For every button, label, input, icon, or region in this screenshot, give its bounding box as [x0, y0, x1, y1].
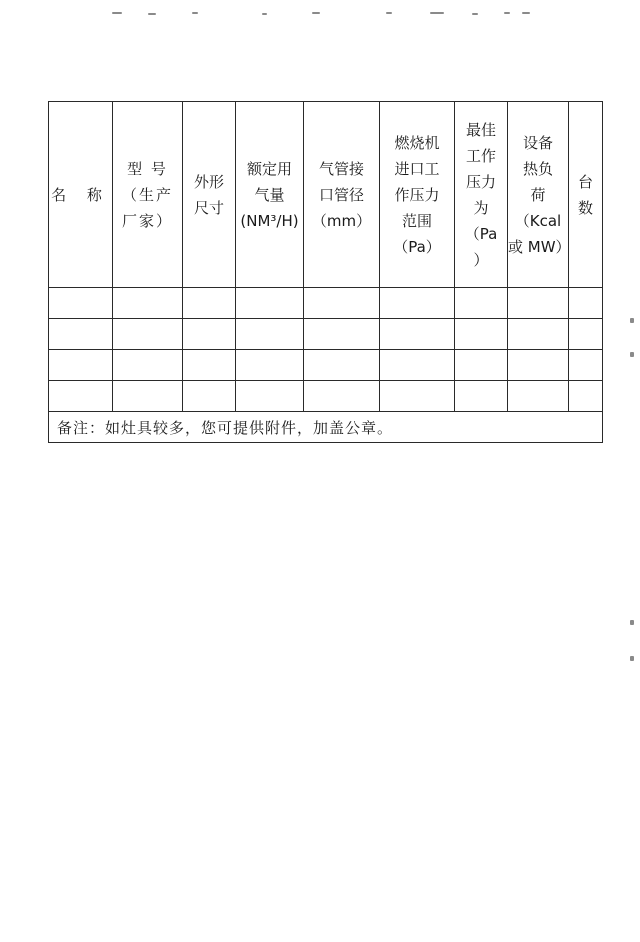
header-cell-model — [113, 102, 183, 288]
scan-artifact — [630, 620, 634, 625]
table-cell-best_pressure[interactable] — [455, 288, 508, 319]
scan-artifact — [312, 12, 320, 14]
header-cell-heat-load — [508, 102, 569, 288]
header-cell-size — [183, 102, 236, 288]
header-cell-pipe-diameter — [304, 102, 380, 288]
remark-text: 备注：如灶具较多，您可提供附件，加盖公章。 — [49, 412, 603, 443]
scan-artifact — [472, 13, 478, 15]
table-cell-count[interactable] — [569, 350, 603, 381]
table-cell-name[interactable] — [49, 288, 113, 319]
table-cell-count[interactable] — [569, 319, 603, 350]
table-row — [49, 288, 603, 319]
table-cell-heat_load[interactable] — [508, 381, 569, 412]
table-cell-pipe_diameter[interactable] — [304, 319, 380, 350]
table-cell-pipe_diameter[interactable] — [304, 288, 380, 319]
table-cell-name[interactable] — [49, 350, 113, 381]
table-cell-burner_pressure[interactable] — [380, 288, 455, 319]
table-cell-best_pressure[interactable] — [455, 319, 508, 350]
scan-artifact — [262, 13, 267, 15]
header-label-best-pressure: 最佳 工作 压力 为 （Pa ） — [464, 120, 498, 269]
header-cell-best-pressure — [455, 102, 508, 288]
table-cell-heat_load[interactable] — [508, 350, 569, 381]
header-cell-count — [569, 102, 603, 288]
scan-artifact — [522, 12, 530, 14]
table-cell-model[interactable] — [113, 319, 183, 350]
table-cell-rated_gas[interactable] — [236, 288, 304, 319]
table-cell-rated_gas[interactable] — [236, 350, 304, 381]
scan-artifact — [630, 656, 634, 661]
header-cell-rated-gas — [236, 102, 304, 288]
table-cell-size[interactable] — [183, 288, 236, 319]
header-label-model: 型 号 （生产 厂家） — [121, 159, 173, 230]
scan-artifact — [112, 12, 122, 14]
scan-artifact — [630, 318, 634, 323]
scan-artifact — [386, 12, 392, 14]
table-body — [49, 288, 603, 412]
equipment-table — [48, 101, 603, 443]
remark-row — [49, 412, 603, 443]
table-cell-burner_pressure[interactable] — [380, 381, 455, 412]
table-cell-count[interactable] — [569, 288, 603, 319]
table-row — [49, 381, 603, 412]
table-cell-size[interactable] — [183, 350, 236, 381]
header-label-heat-load: 设备 热负 荷 （Kcal 或 MW） — [508, 133, 571, 256]
scan-artifact — [504, 12, 510, 14]
header-row — [49, 102, 603, 288]
table-cell-rated_gas[interactable] — [236, 381, 304, 412]
table-cell-name[interactable] — [49, 381, 113, 412]
table-cell-pipe_diameter[interactable] — [304, 381, 380, 412]
table-cell-pipe_diameter[interactable] — [304, 350, 380, 381]
header-cell-name — [49, 102, 113, 288]
header-cell-burner-pressure — [380, 102, 455, 288]
table-cell-heat_load[interactable] — [508, 319, 569, 350]
table-cell-size[interactable] — [183, 319, 236, 350]
scan-artifact — [192, 12, 198, 14]
table-cell-best_pressure[interactable] — [455, 381, 508, 412]
table-cell-name[interactable] — [49, 319, 113, 350]
scan-artifact — [630, 352, 634, 357]
table-cell-size[interactable] — [183, 381, 236, 412]
header-label-name: 名 称 — [51, 185, 110, 204]
table-row — [49, 319, 603, 350]
header-label-pipe-diameter: 气管接 口管径 （mm） — [311, 159, 372, 230]
header-label-size: 外形 尺寸 — [193, 172, 224, 217]
header-label-rated-gas: 额定用 气量 (NM³/H) — [240, 159, 299, 230]
table-cell-model[interactable] — [113, 381, 183, 412]
table-cell-best_pressure[interactable] — [455, 350, 508, 381]
table-cell-burner_pressure[interactable] — [380, 350, 455, 381]
header-label-burner-pressure: 燃烧机 进口工 作压力 范围 （Pa） — [393, 133, 441, 256]
scan-artifact — [148, 13, 156, 15]
table-cell-heat_load[interactable] — [508, 288, 569, 319]
header-label-count: 台 数 — [577, 172, 593, 217]
table-cell-rated_gas[interactable] — [236, 319, 304, 350]
table-cell-count[interactable] — [569, 381, 603, 412]
table-row — [49, 350, 603, 381]
scan-artifact — [430, 12, 444, 14]
table-cell-burner_pressure[interactable] — [380, 319, 455, 350]
table-cell-model[interactable] — [113, 350, 183, 381]
table-cell-model[interactable] — [113, 288, 183, 319]
